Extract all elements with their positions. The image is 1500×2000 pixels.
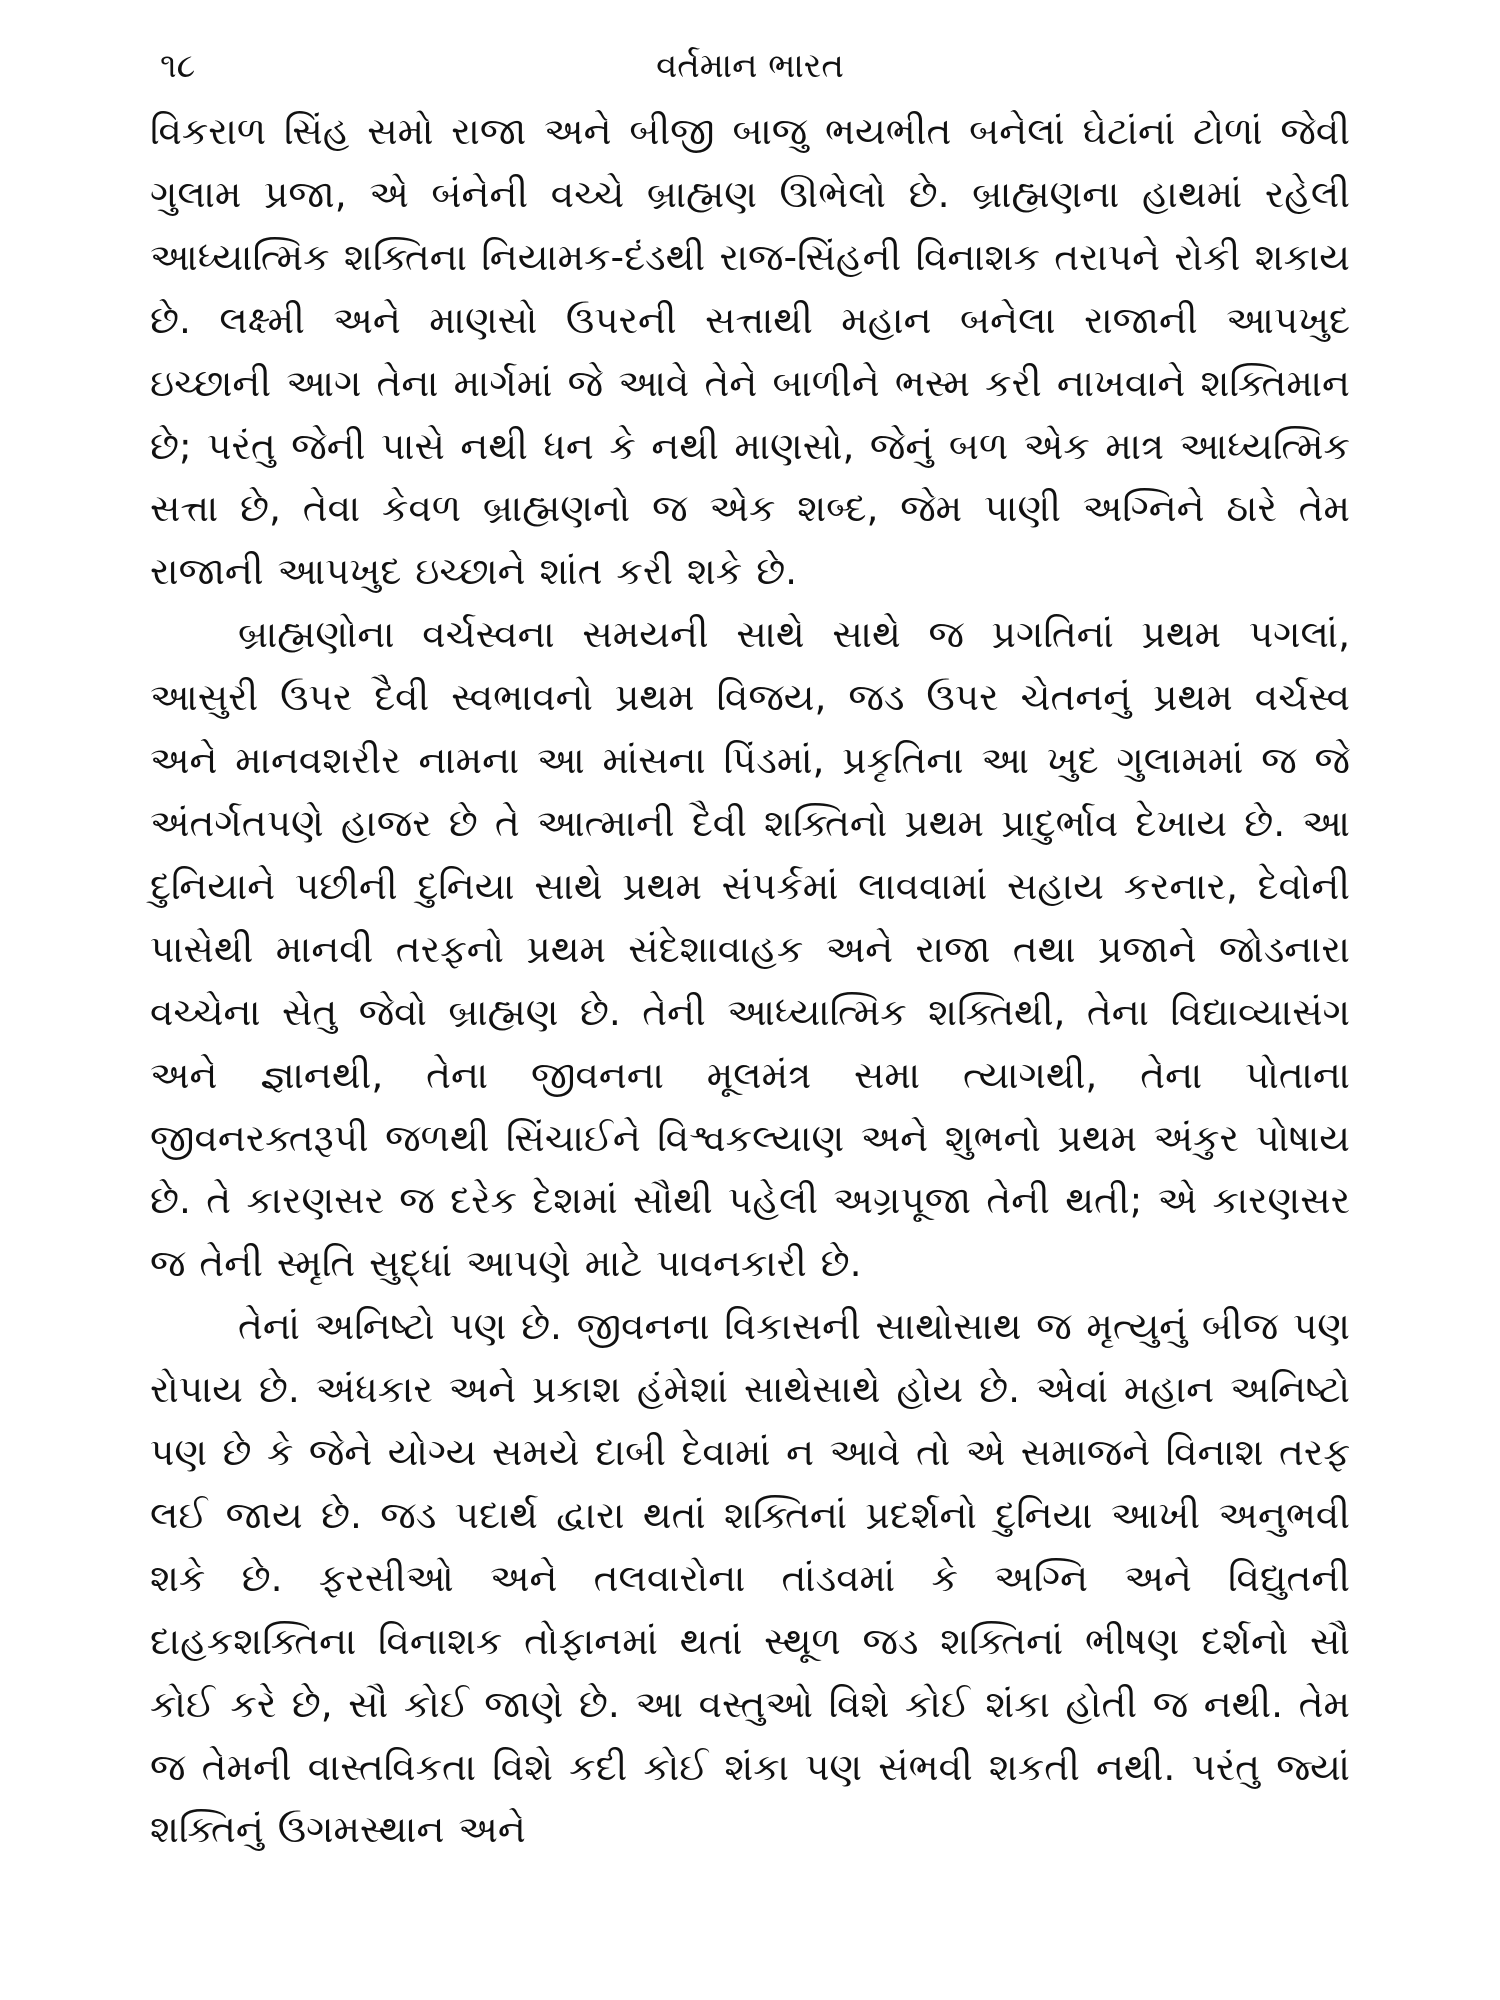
paragraph-1: વિકરાળ સિંહ સમો રાજા અને બીજી બાજુ ભયભીત બનેલાં ઘેટાંનાં ટોળાં જેવી ગુલામ પ્રજા, એ બંનેની વચ્ચે બ્રાહ્મણ ઊભેલો છે. બ્રાહ્મણના હાથમાં રહેલી આધ્યાત્મિક શક્તિના નિયામક-દંડથી રાજ-સિંહની વિનાશક તરાપને રોકી શકાય છે. લક્ષ્મી અને માણસો ઉપરની સત્તાથી મહાન બનેલા રાજાની આપખુદ ઇચ્છાની આગ તેના માર્ગમાં જે આવે તેને બાળીને ભસ્મ કરી નાખવાને શક્તિમાન છે; પરંતુ જેની પાસે નથી ધન કે નથી માણસો, જેનું બળ એક માત્ર આધ્યત્મિક સત્તા છે, તેવા કેવળ બ્રાહ્મણનો જ એક શબ્દ, જેમ પાણી અગ્નિને ઠારે તેમ રાજાની આપખુદ ઇચ્છાને શાંત કરી શકે છે. [150,109,1350,594]
body-text [150,100,1350,1861]
paragraph-2: બ્રાહ્મણોના વર્ચસ્વના સમયની સાથે સાથે જ પ્રગતિનાં પ્રથમ પગલાં, આસુરી ઉપર દૈવી સ્વભાવનો પ્રથમ વિજય, જડ ઉપર ચેતનનું પ્રથમ વર્ચસ્વ અને માનવશરીર નામના આ માંસના પિંડમાં, પ્રકૃતિના આ ખુદ ગુલામમાં જ જે અંતર્ગતપણે હાજર છે તે આત્માની દૈવી શક્તિનો પ્રથમ પ્રાદુર્ભાવ દેખાય છે. આ દુનિયાને પછીની દુનિયા સાથે પ્રથમ સંપર્કમાં લાવવામાં સહાય કરનાર, દેવોની પાસેથી માનવી તરફનો પ્રથમ સંદેશાવાહક અને રાજા તથા પ્રજાને જોડનારા વચ્ચેના સેતુ જેવો બ્રાહ્મણ છે. તેની આધ્યાત્મિક શક્તિથી, તેના વિદ્યાવ્યાસંગ અને જ્ઞાનથી, તેના જીવનના મૂલમંત્ર સમા ત્યાગથી, તેના પોતાના જીવનરક્તરૂપી જળથી સિંચાઈને વિશ્વકલ્યાણ અને શુભનો પ્રથમ અંકુર પોષાય છે. તે કારણસર જ દરેક દેશમાં સૌથી પહેલી અગ્રપૂજા તેની થતી; એ કારણસર જ તેની સ્મૃતિ સુદ્ધાં આપણે માટે પાવનકારી છે. [150,612,1350,1286]
page-header [150,38,1350,100]
running-title: વર્તમાન ભારત [656,46,844,86]
page-number: ૧૮ [160,46,196,86]
paragraph-3: તેનાં અનિષ્ટો પણ છે. જીવનના વિકાસની સાથોસાથ જ મૃત્યુનું બીજ પણ રોપાય છે. અંધકાર અને પ્રકાશ હંમેશાં સાથેસાથે હોય છે. એવાં મહાન અનિષ્ટો પણ છે કે જેને યોગ્ય સમયે દાબી દેવામાં ન આવે તો એ સમાજને વિનાશ તરફ લઈ જાય છે. જડ પદાર્થ દ્વારા થતાં શક્તિનાં પ્રદર્શનો દુનિયા આખી અનુભવી શકે છે. ફરસીઓ અને તલવારોના તાંડવમાં કે અગ્નિ અને વિદ્યુતની દાહકશક્તિના વિનાશક તોફાનમાં થતાં સ્થૂળ જડ શક્તિનાં ભીષણ દર્શનો સૌ કોઈ કરે છે, સૌ કોઈ જાણે છે. આ વસ્તુઓ વિશે કોઈ શંકા હોતી જ નથી. તેમ જ તેમની વાસ્તવિકતા વિશે કદી કોઈ શંકા પણ સંભવી શકતી નથી. પરંતુ જ્યાં શક્તિનું ઉગમસ્થાન અને [150,1304,1350,1852]
book-page [150,38,1350,1861]
